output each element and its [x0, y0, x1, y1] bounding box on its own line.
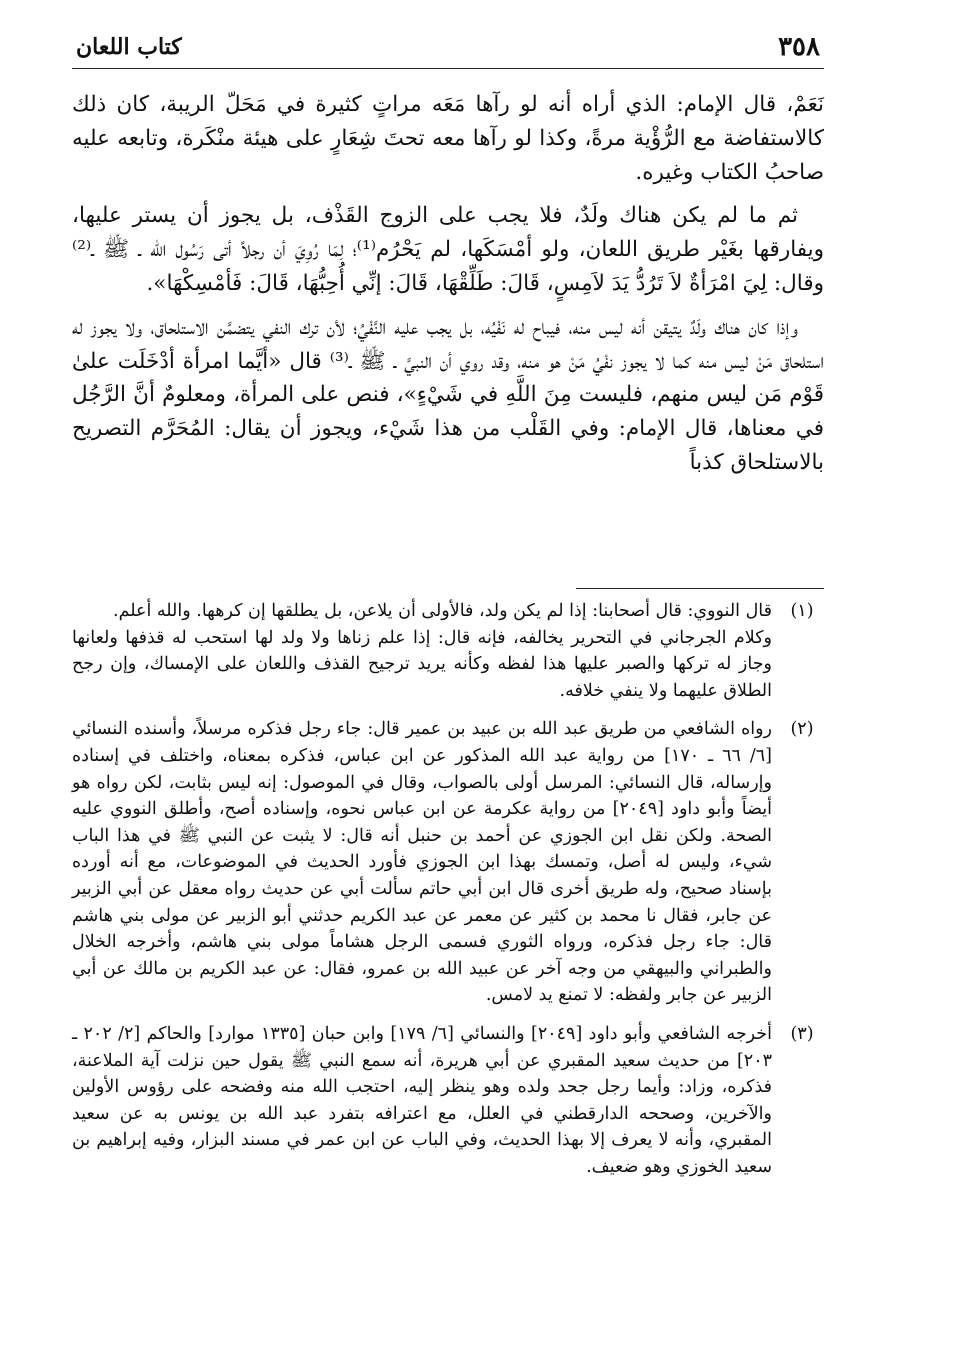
page-header — [72, 30, 824, 69]
main-text — [72, 88, 824, 490]
page-number: ٣٥٨ — [778, 32, 820, 62]
footnote-number: (٣) — [790, 1023, 814, 1044]
footnote-text: وكلام الجرجاني في التحرير يخالفه، فإنه قال: إذا علم زناها ولا ولد لها استحب له قذفها ولعانها وجاز له تركها والصبر عليها هذا لفظه وكأنه يريد ترجيح القذف واللعان على الإمساك، وإن رجح الطلاق عليهما ولا ينفي خلافه. — [72, 627, 772, 701]
footnote-3 — [72, 1021, 824, 1181]
paragraph: ثم ما لم يكن هناك ولَدٌ، فلا يجب على الزوج القَذْف، بل يجوز أن يستر عليها، ويفارقها بغَيْر طريق اللعان، ولو أمْسَكَها، لم يَحْرُم⁽¹⁾؛ لِمَا رُوِيَ أن رجلاً أتى رَسُول الله ـ ﷺ ـ⁽²⁾ وقال: لِيَ امْرَأةٌ لاَ تَرُدُّ يَدَ لاَمِسٍ، قَالَ: طَلِّقْهَا، قَالَ: إنِّي أُحِبُّهَا، قَالَ: فَأمْسِكْهَا». — [72, 203, 824, 296]
footnote-number: (١) — [790, 601, 814, 621]
footnotes — [72, 598, 824, 1192]
footnote-1 — [72, 598, 824, 704]
footnote-2 — [72, 716, 824, 1009]
footnote-text: أخرجه الشافعي وأبو داود [٢٠٤٩] والنسائي [٦/ ١٧٩] وابن حبان [١٣٣٥ موارد] والحاكم [٢/ ٢٠٢ ـ ٢٠٣] من حديث سعيد المقبري عن أبي هريرة، أنه سمع النبي ﷺ يقول حين نزلت آية الملاعنة، فذكره، وزاد: وأيما رجل جحد ولده وهو ينظر إليه، احتجب الله منه وفضحه على رؤوس الأولين والآخرين، وصححه الدارقطني في العلل، مع اعترافه بتفرد عبد الله بن يونس به عن سعيد المقبري، وأنه لا يعرف إلا بهذا الحديث، وفي الباب عن ابن عمر في مسند البزار، وفيه إبراهيم بن سعيد الخوزي وهو ضعيف. — [72, 1023, 772, 1177]
footnote-separator — [576, 588, 824, 589]
footnote-text: رواه الشافعي من طريق عبد الله بن عبيد بن عمير قال: جاء رجل فذكره مرسلاً، وأسنده النسائي [٦/ ٦٦ ـ ١٧٠] من رواية عبد الله المذكور عن ابن عباس، فذكره بمعناه، واختلف في إسناده وإرساله، قال النسائي: المرسل أولى بالصواب، وقال في الموصول: إنه ليس بثابت، لكن رواه هو أيضاً وأبو داود [٢٠٤٩] من رواية عكرمة عن ابن عباس نحوه، وإسناده أصح، وأطلق النووي عليه الصحة. ولكن نقل ابن الجوزي عن أحمد بن حنبل أنه قال: لا يثبت عن النبي ﷺ في هذا الباب شيء، وليس له أصل، وتمسك بهذا ابن الجوزي فأورد الحديث في الموضوعات، مع أنه أورده بإسناد صحيح، وله طريق أخرى قال ابن أبي حاتم سألت أبي عن حديث رواه معقل عن أبي الزبير عن جابر، فقال نا محمد بن كثير عن معمر عن عبد الكريم حدثني أبو الزبير عن مولى بني هاشم قال: جاء رجل فذكره، ورواه الثوري فسمى الرجل هشاماً مولى بني هاشم، وأخرجه الخلال والطبراني والبيهقي من وجه آخر عن عبيد الله بن عمرو، فقال: عن عبد الكريم بن مالك عن أبي الزبير عن جابر ولفظه: لا تمنع يد لامس. — [72, 719, 772, 1006]
paragraph: وإذا كان هناك ولَدٌ يتيقن أنه ليس منه، فيباح له نَفْيُه، بل يجب عليه النَّفْيُ؛ لأن ترك النفي يتضمَّن الاستلحاق، ولا يجوز له استلحاق مَنْ ليس منه كما لا يجوز نفْيُ مَنْ هو منه، وقد روي أن النبيَّ ـ ﷺ ـ⁽³⁾ قال «أيَّما امرأة أدْخَلَت علىٰ قَوْم مَن ليس منهم، فليست مِنَ اللَّهِ في شَيْءٍ»، فنص على المرأة، ومعلومٌ أنَّ الرَّجُل في معناها، قال الإمام: وفي القَلْب من هذا شَيْء، ويجوز أن يقال: المُحَرَّم التصريح بالاستلحاق كذباً — [72, 314, 824, 475]
paragraph: نَعَمْ، قال الإمام: الذي أراه أنه لو رآها مَعَه مراتٍ كثيرة في مَحَلّ الريبة، كان ذلك كالاستفاضة مع الرُّؤْية مرةً، وكذا لو رآها معه تحتَ شِعَارٍ على هيئة منْكَرة، وتابعه عليه صاحبُ الكتاب وغيره. — [72, 92, 824, 185]
footnote-text: قال النووي: قال أصحابنا: إذا لم يكن ولد، فالأولى أن يلاعن، بل يطلقها إن كرهها. والله أعلم. — [113, 601, 772, 621]
running-title: كتاب اللعان — [76, 34, 182, 60]
footnote-number: (٢) — [790, 719, 814, 740]
